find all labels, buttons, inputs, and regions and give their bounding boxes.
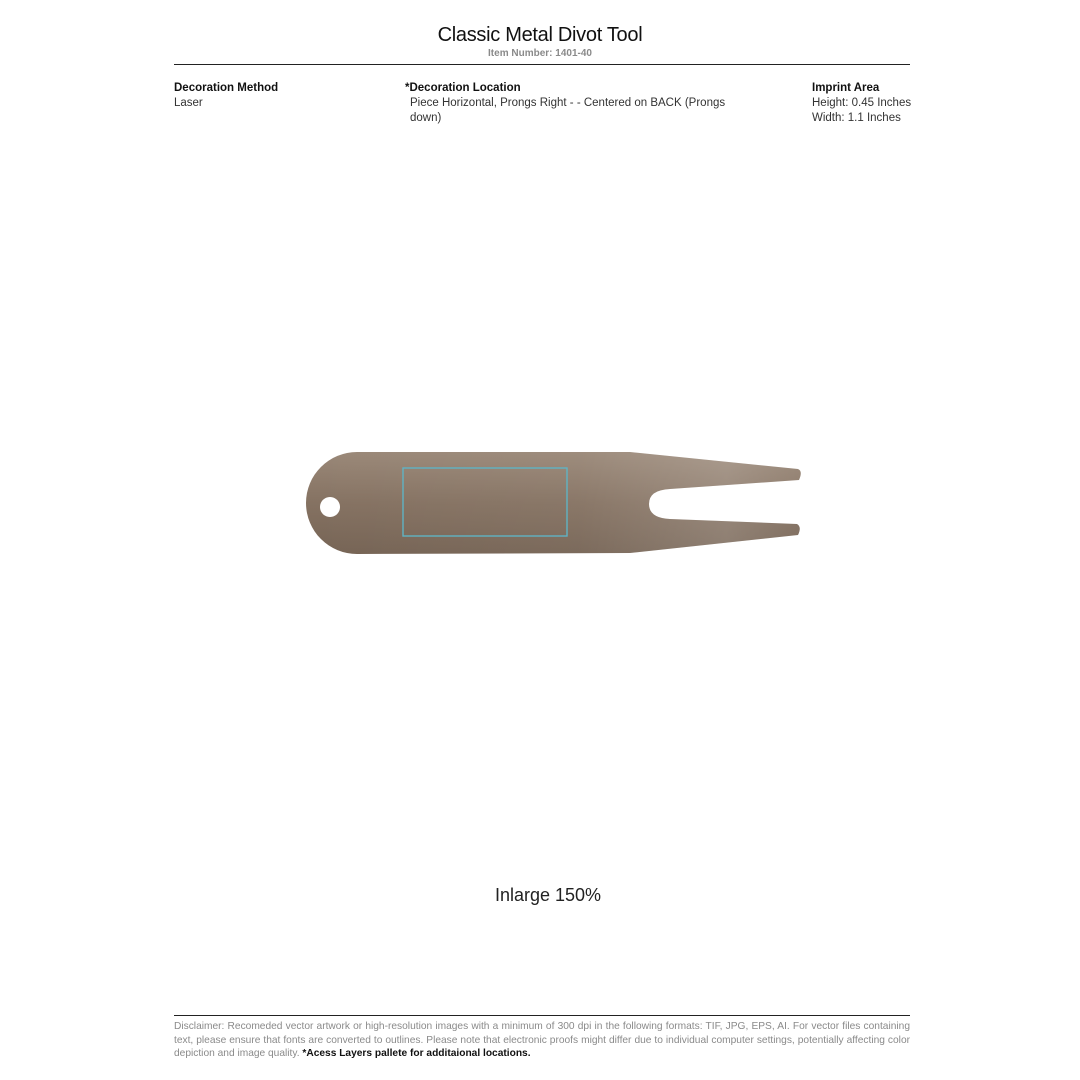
imprint-area-label: Imprint Area — [812, 82, 880, 94]
imprint-width: Width: 1.1 Inches — [812, 112, 901, 124]
enlarge-caption: Inlarge 150% — [494, 885, 602, 905]
decoration-method-value: Laser — [174, 97, 203, 109]
disclaimer — [174, 1020, 910, 1061]
imprint-height: Height: 0.45 Inches — [812, 97, 912, 109]
footer-divider — [174, 1015, 910, 1016]
disclaimer-text: Disclaimer: Recomeded vector artwork or high-resolution images with a minimum of 300 dpi in the following formats: TIF, JPG, EPS, AI. For vector files containing text, please ensure that fonts are converted to outlines. Please note that electronic proofs might differ due to individual computer settings, potentially affecting color depiction and image quality. — [174, 1021, 910, 1059]
layers-note: *Acess Layers pallete for additaional locations. — [302, 1048, 531, 1059]
page-title: Classic Metal Divot Tool — [437, 24, 643, 46]
divot-tool-graphic — [300, 445, 810, 563]
decoration-method-label: Decoration Method — [174, 82, 279, 94]
divot-tool-image — [300, 445, 810, 563]
decoration-method-section — [174, 81, 374, 111]
decoration-location-section — [405, 81, 750, 126]
header-divider — [174, 64, 910, 65]
decoration-location-value: Piece Horizontal, Prongs Right - - Centered on BACK (Prongs down) — [410, 97, 726, 124]
decoration-location-label: *Decoration Location — [405, 82, 521, 94]
item-number: Item Number: 1401-40 — [488, 48, 592, 59]
imprint-area-section — [812, 81, 932, 126]
